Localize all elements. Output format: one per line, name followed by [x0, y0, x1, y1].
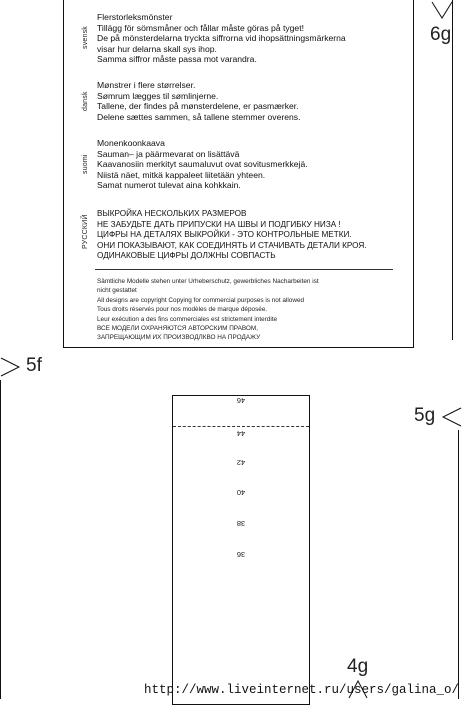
legal-line: Leur exécution a des fins commerciales est strictement interdite — [97, 315, 278, 323]
instruction-line: ВЫКРОЙКА НЕСКОЛЬКИХ РАЗМЕРОВ — [97, 209, 247, 218]
pattern-strip — [172, 395, 310, 705]
marker-label-4g: 4g — [347, 656, 369, 677]
size-label: 42 — [236, 458, 246, 467]
notch-marker-icon — [0, 356, 22, 378]
instruction-line: ОНИ ПОКАЗЫВАЮТ, КАК СОЕДИНЯТЬ И СТАЧИВАТЬ ДЕТАЛИ КРОЯ. — [97, 240, 367, 250]
watermark-url: http://www.liveinternet.ru/users/galina_o/ — [143, 683, 459, 697]
language-label-suomi: suomi — [82, 154, 89, 174]
instruction-line: Tallene, der findes på mønsterdelene, er pasmærker. — [97, 101, 299, 112]
size-label: 40 — [236, 488, 246, 497]
instruction-line: Sømrum lægges til sømlinjerne. — [97, 90, 219, 101]
language-label-dansk: dansk — [82, 91, 89, 111]
instruction-line: Mønstrer i flere størrelser. — [97, 80, 196, 90]
size-label: 44 — [236, 429, 246, 438]
marker-label-6g: 6g — [430, 24, 452, 45]
instruction-line: Flerstorleksmönster — [97, 12, 173, 22]
notch-marker-icon — [430, 0, 454, 22]
notch-marker-icon — [440, 406, 462, 428]
instruction-line: visar hur delarna skall sys ihop. — [97, 43, 217, 54]
legal-line: Sämtliche Modelle stehen unter Urheberschutz, gewerbliches Nacharbeiten ist — [97, 278, 319, 285]
instructions-svensk — [97, 12, 346, 65]
legal-line: nicht gestattet — [97, 287, 137, 295]
language-label-russian: РУССКИЙ — [82, 214, 89, 249]
legal-line: ЗАПРЕЩАЮЩИМ ИХ ПРОИЗВОДЛКВО НА ПРОДАЖУ — [97, 334, 261, 342]
instruction-line: Monenkoonkaava — [97, 138, 165, 148]
marker-label-5g: 5g — [414, 405, 436, 426]
instruction-line: ОДИНАКОВЫЕ ЦИФРЫ ДОЛЖНЫ СОВПАСТЬ — [97, 251, 276, 261]
instruction-line: Delene sættes sammen, så tallene stemmer overens. — [97, 111, 301, 122]
language-label-svensk: svensk — [82, 26, 89, 49]
legal-line: Tous droits réservés pour nos modèles de marque déposée. — [97, 306, 268, 314]
legal-line: ВСЕ МОДЕЛИ ОХРАНЯЮТСЯ АВТОРСКИМ ПРАВОМ, — [97, 325, 259, 333]
pattern-edge-line — [0, 380, 1, 699]
instructions-dansk — [97, 80, 300, 122]
copyright-notice — [97, 277, 319, 343]
size-line-44 — [173, 426, 309, 427]
size-label: 36 — [236, 550, 246, 559]
instruction-line: De på mönsterdelarna tryckta siffrorna vid ihopsättningsmärkerna — [97, 33, 346, 44]
instruction-line: Sauman– ja päärmevarat on lisättävä — [97, 148, 240, 159]
instructions-russian — [97, 209, 367, 262]
pattern-edge-line — [452, 0, 453, 340]
legal-line: All designs are copyright Copying for commercial purposes is not allowed — [97, 296, 305, 304]
instruction-line: Kaavanosiin merkityt saumaluvut ovat sovitusmerkkejä. — [97, 159, 308, 170]
divider — [95, 269, 393, 270]
marker-label-5f: 5f — [26, 355, 42, 376]
pattern-edge-line — [458, 430, 459, 699]
instruction-line: Samat numerot tulevat aina kohkkain. — [97, 180, 241, 191]
instruction-line: ЦИФРЫ НА ДЕТАЛЯХ ВЫКРОЙКИ - ЭТО КОНТРОЛЬНЫЕ МЕТКИ. — [97, 230, 352, 240]
size-label: 46 — [236, 396, 246, 405]
instruction-panel — [63, 0, 414, 348]
instruction-line: Samma siffror måste passa mot varandra. — [97, 54, 257, 65]
instructions-suomi — [97, 138, 308, 191]
instruction-line: Tillägg för sömsmåner och fållar måste göras på tyget! — [97, 22, 304, 33]
instruction-line: НЕ ЗАБУДЬТЕ ДАТЬ ПРИПУСКИ НА ШВЫ И ПОДГИБКУ НИЗА ! — [97, 219, 341, 229]
size-label: 38 — [236, 519, 246, 528]
instruction-line: Niistä näet, mitkä kappaleet liitetään yhteen. — [97, 169, 266, 180]
